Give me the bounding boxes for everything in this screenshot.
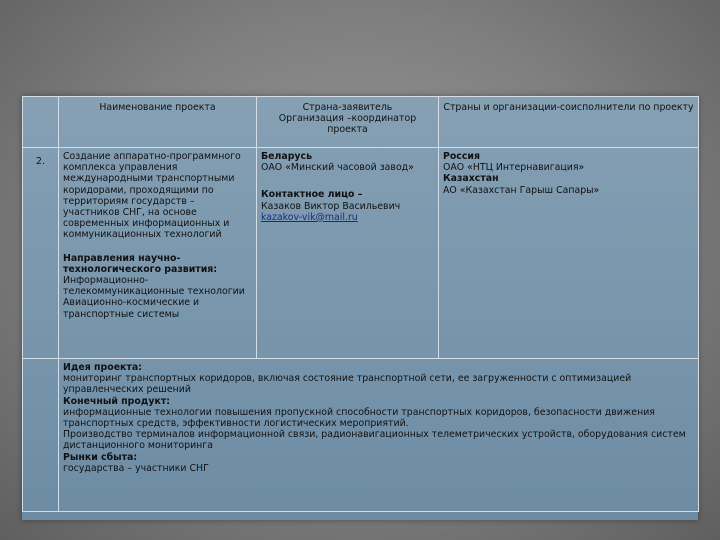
table-header-row	[23, 97, 699, 148]
slide	[22, 96, 698, 520]
header-applicant: Страна-заявитель Организация –координатор проекта	[257, 97, 439, 148]
details-cell	[59, 359, 699, 512]
applicant-cell	[257, 148, 439, 359]
idea-text: мониторинг транспортных коридоров, включая состояние транспортной сети, ее загруженности с оптимизацией управленческих решений	[63, 373, 632, 396]
details-row	[23, 359, 699, 512]
header-number-cell	[23, 97, 59, 148]
project-name: Создание аппаратно-программного комплекса управления международными транспортными коридорами, проходящими по территориям государств – участников СНГ, на основе современных информационных и коммуникационных технологий	[63, 151, 241, 241]
partner1-org: ОАО «НТЦ Интернавигация»	[443, 162, 585, 174]
row-number: 2.	[23, 148, 59, 359]
partner2-org: АО «Казахстан Гарыш Сапары»	[443, 184, 600, 196]
production-text: Производство терминалов информационной связи, радионавигационных телеметрических устройств, оборудования систем дистанционного мониторинга	[63, 429, 686, 452]
header-project-name: Наименование проекта	[59, 97, 257, 148]
details-number-cell	[23, 359, 59, 512]
markets-title: Рынки сбыта:	[63, 451, 138, 463]
partner2-country: Казахстан	[443, 173, 499, 185]
partner1-country: Россия	[443, 151, 481, 162]
contact-name: Казаков Виктор Васильевич	[261, 200, 401, 212]
contact-email-link[interactable]: kazakov-vik@mail.ru	[261, 211, 358, 223]
directions-title: Направления научно-технологического развития:	[63, 252, 218, 275]
project-name-cell	[59, 148, 257, 359]
product-title: Конечный продукт:	[63, 395, 171, 407]
applicant-country: Беларусь	[261, 151, 313, 162]
applicant-org: ОАО «Минский часовой завод»	[261, 162, 414, 174]
product-text: информационные технологии повышения пропускной способности транспортных коридоров, безопасности движения транспортных средств, эффективности логистических мероприятий.	[63, 406, 655, 430]
directions-text: Информационно-телекоммуникационные технологии Авиационно-космические и транспортные системы	[63, 275, 245, 320]
project-table	[22, 96, 699, 512]
table-row	[23, 148, 699, 359]
header-partners: Страны и организации-соисполнители по проекту	[439, 97, 699, 148]
idea-title: Идея проекта:	[63, 362, 142, 373]
partners-cell	[439, 148, 699, 359]
markets-text: государства – участники СНГ	[63, 462, 209, 474]
contact-title: Контактное лицо –	[261, 189, 363, 201]
